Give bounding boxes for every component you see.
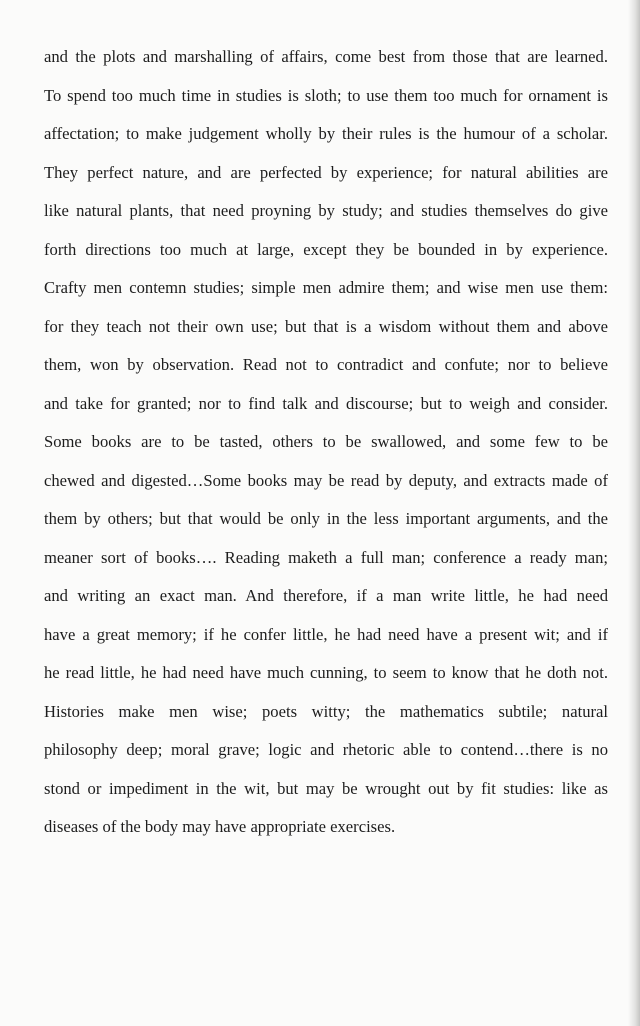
text-line-11: Some books are to be tasted, others to be swallowed, and some few to be (44, 432, 608, 451)
text-line-9: them, won by observation. Read not to contradict and confute; nor to believe (44, 355, 608, 374)
text-line-1: and the plots and marshalling of affairs, come best from those that are learned. (44, 47, 608, 66)
text-line-16: have a great memory; if he confer little, he had need have a present wit; and if (44, 624, 608, 644)
text-line-4: They perfect nature, and are perfected by experience; for natural abilities are (44, 162, 608, 182)
text-line-8: for they teach not their own use; but that is a wisdom without them and above (44, 316, 608, 336)
text-line-7: Crafty men contemn studies; simple men admire them; and wise men use them: (44, 278, 608, 297)
text-line-17: he read little, he had need have much cunning, to seem to know that he doth not. (44, 663, 608, 682)
text-line-12: chewed and digested…Some books may be read by deputy, and extracts made of (44, 470, 608, 490)
text-line-14: meaner sort of books…. Reading maketh a full man; conference a ready man; (44, 547, 608, 567)
text-line-18: Histories make men wise; poets witty; the mathematics subtile; natural (44, 701, 608, 721)
text-line-10: and take for granted; nor to find talk and discourse; but to weigh and consider. (44, 393, 608, 413)
text-line-20: stond or impediment in the wit, but may be wrought out by fit studies: like as (44, 778, 608, 798)
text-line-5: like natural plants, that need proyning by study; and studies themselves do give (44, 201, 608, 220)
text-line-15: and writing an exact man. And therefore, if a man write little, he had need (44, 586, 608, 605)
text-line-3: affectation; to make judgement wholly by their rules is the humour of a scholar. (44, 124, 608, 143)
text-line-6: forth directions too much at large, except they be bounded in by experience. (44, 239, 608, 259)
text-line-2: To spend too much time in studies is sloth; to use them too much for ornament is (44, 85, 608, 105)
essay-text-block (44, 38, 608, 847)
text-line-21: diseases of the body may have appropriate exercises. (44, 817, 396, 836)
text-line-19: philosophy deep; moral grave; logic and rhetoric able to contend…there is no (44, 740, 608, 759)
page-edge-shadow (628, 0, 640, 1026)
text-line-13: them by others; but that would be only in the less important arguments, and the (44, 509, 608, 528)
